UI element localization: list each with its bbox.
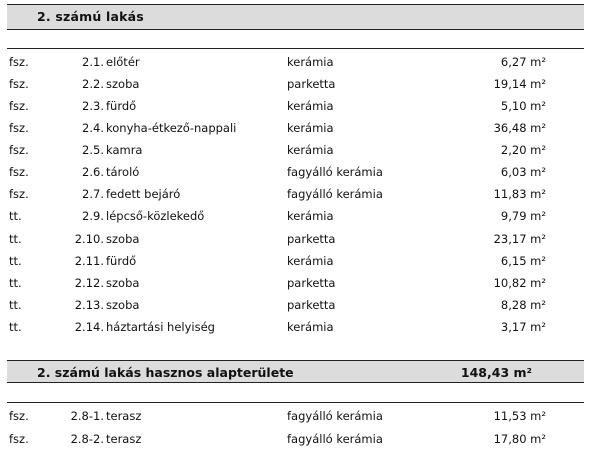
- row-area: 17,80 m²: [493, 432, 546, 446]
- row-room-name: szoba: [106, 298, 140, 312]
- table-row: [0, 51, 600, 73]
- row-number: 2.6.: [82, 165, 104, 179]
- row-number: 2.1.: [82, 55, 104, 69]
- terrace-top-rule: [7, 402, 584, 403]
- table-row: [0, 272, 600, 294]
- row-floor: tt.: [9, 298, 22, 312]
- row-room-name: előtér: [106, 55, 140, 69]
- row-floor: fsz.: [9, 55, 29, 69]
- table-top-rule: [7, 48, 584, 49]
- row-room-name: szoba: [106, 276, 140, 290]
- row-floor: fsz.: [9, 99, 29, 113]
- row-area: 19,14 m²: [493, 77, 546, 91]
- row-room-name: tároló: [106, 165, 140, 179]
- row-area: 5,10 m²: [500, 99, 546, 113]
- row-area: 3,17 m²: [500, 320, 546, 334]
- row-room-name: lépcső-közlekedő: [106, 209, 205, 223]
- row-room-name: fürdő: [106, 99, 137, 113]
- row-area: 23,17 m²: [493, 232, 546, 246]
- row-floor: fsz.: [9, 165, 29, 179]
- row-number: 2.13.: [74, 298, 104, 312]
- table-row: [0, 428, 600, 450]
- row-number: 2.8-1.: [70, 409, 104, 423]
- table-row: [0, 316, 600, 338]
- row-number: 2.2.: [82, 77, 104, 91]
- summary-total-area: 148,43 m²: [460, 365, 532, 380]
- row-area: 11,83 m²: [493, 187, 546, 201]
- table-row: [0, 73, 600, 95]
- apartment-title: 2. számú lakás: [37, 9, 144, 24]
- row-room-name: kamra: [106, 143, 143, 157]
- table-row: [0, 205, 600, 227]
- row-floor-cover: parketta: [287, 232, 336, 246]
- row-number: 2.9.: [82, 209, 104, 223]
- row-floor: fsz.: [9, 409, 29, 423]
- row-floor-cover: parketta: [287, 276, 336, 290]
- row-floor: tt.: [9, 209, 22, 223]
- table-row: [0, 228, 600, 250]
- row-number: 2.8-2.: [70, 432, 104, 446]
- row-number: 2.3.: [82, 99, 104, 113]
- row-floor: tt.: [9, 320, 22, 334]
- row-area: 6,27 m²: [500, 55, 546, 69]
- row-floor-cover: fagyálló kerámia: [287, 409, 383, 423]
- row-floor-cover: parketta: [287, 298, 336, 312]
- row-floor-cover: kerámia: [287, 121, 334, 135]
- row-room-name: terasz: [106, 432, 142, 446]
- row-floor: fsz.: [9, 77, 29, 91]
- usable-area-summary: [7, 360, 584, 383]
- table-row: [0, 161, 600, 183]
- row-floor: tt.: [9, 232, 22, 246]
- table-row: [0, 250, 600, 272]
- row-area: 8,28 m²: [500, 298, 546, 312]
- row-floor: fsz.: [9, 187, 29, 201]
- row-room-name: konyha-étkező-nappali: [106, 121, 237, 135]
- row-floor-cover: kerámia: [287, 209, 334, 223]
- row-number: 2.14.: [74, 320, 104, 334]
- row-floor-cover: kerámia: [287, 254, 334, 268]
- row-floor: tt.: [9, 276, 22, 290]
- row-area: 6,03 m²: [500, 165, 546, 179]
- row-area: 36,48 m²: [493, 121, 546, 135]
- row-floor-cover: fagyálló kerámia: [287, 165, 383, 179]
- row-room-name: szoba: [106, 77, 140, 91]
- row-floor: fsz.: [9, 432, 29, 446]
- table-row: [0, 139, 600, 161]
- row-area: 6,15 m²: [500, 254, 546, 268]
- row-room-name: fedett bejáró: [106, 187, 181, 201]
- row-room-name: terasz: [106, 409, 142, 423]
- row-floor-cover: fagyálló kerámia: [287, 187, 383, 201]
- row-floor-cover: kerámia: [287, 320, 334, 334]
- row-number: 2.11.: [74, 254, 104, 268]
- table-row: [0, 294, 600, 316]
- row-number: 2.10.: [74, 232, 104, 246]
- row-floor: tt.: [9, 254, 22, 268]
- row-area: 9,79 m²: [500, 209, 546, 223]
- summary-label: 2. számú lakás hasznos alapterülete: [37, 365, 294, 380]
- row-floor-cover: parketta: [287, 77, 336, 91]
- row-floor-cover: kerámia: [287, 99, 334, 113]
- table-row: [0, 117, 600, 139]
- row-number: 2.4.: [82, 121, 104, 135]
- row-area: 2,20 m²: [500, 143, 546, 157]
- row-room-name: háztartási helyiség: [106, 320, 215, 334]
- table-row: [0, 183, 600, 205]
- row-room-name: szoba: [106, 232, 140, 246]
- row-area: 11,53 m²: [493, 409, 546, 423]
- row-room-name: fürdő: [106, 254, 137, 268]
- row-floor: fsz.: [9, 121, 29, 135]
- row-number: 2.7.: [82, 187, 104, 201]
- row-floor: fsz.: [9, 143, 29, 157]
- row-floor-cover: kerámia: [287, 55, 334, 69]
- table-row: [0, 95, 600, 117]
- table-row: [0, 405, 600, 427]
- apartment-header: [7, 4, 584, 30]
- row-area: 10,82 m²: [493, 276, 546, 290]
- row-number: 2.5.: [82, 143, 104, 157]
- row-number: 2.12.: [74, 276, 104, 290]
- row-floor-cover: fagyálló kerámia: [287, 432, 383, 446]
- row-floor-cover: kerámia: [287, 143, 334, 157]
